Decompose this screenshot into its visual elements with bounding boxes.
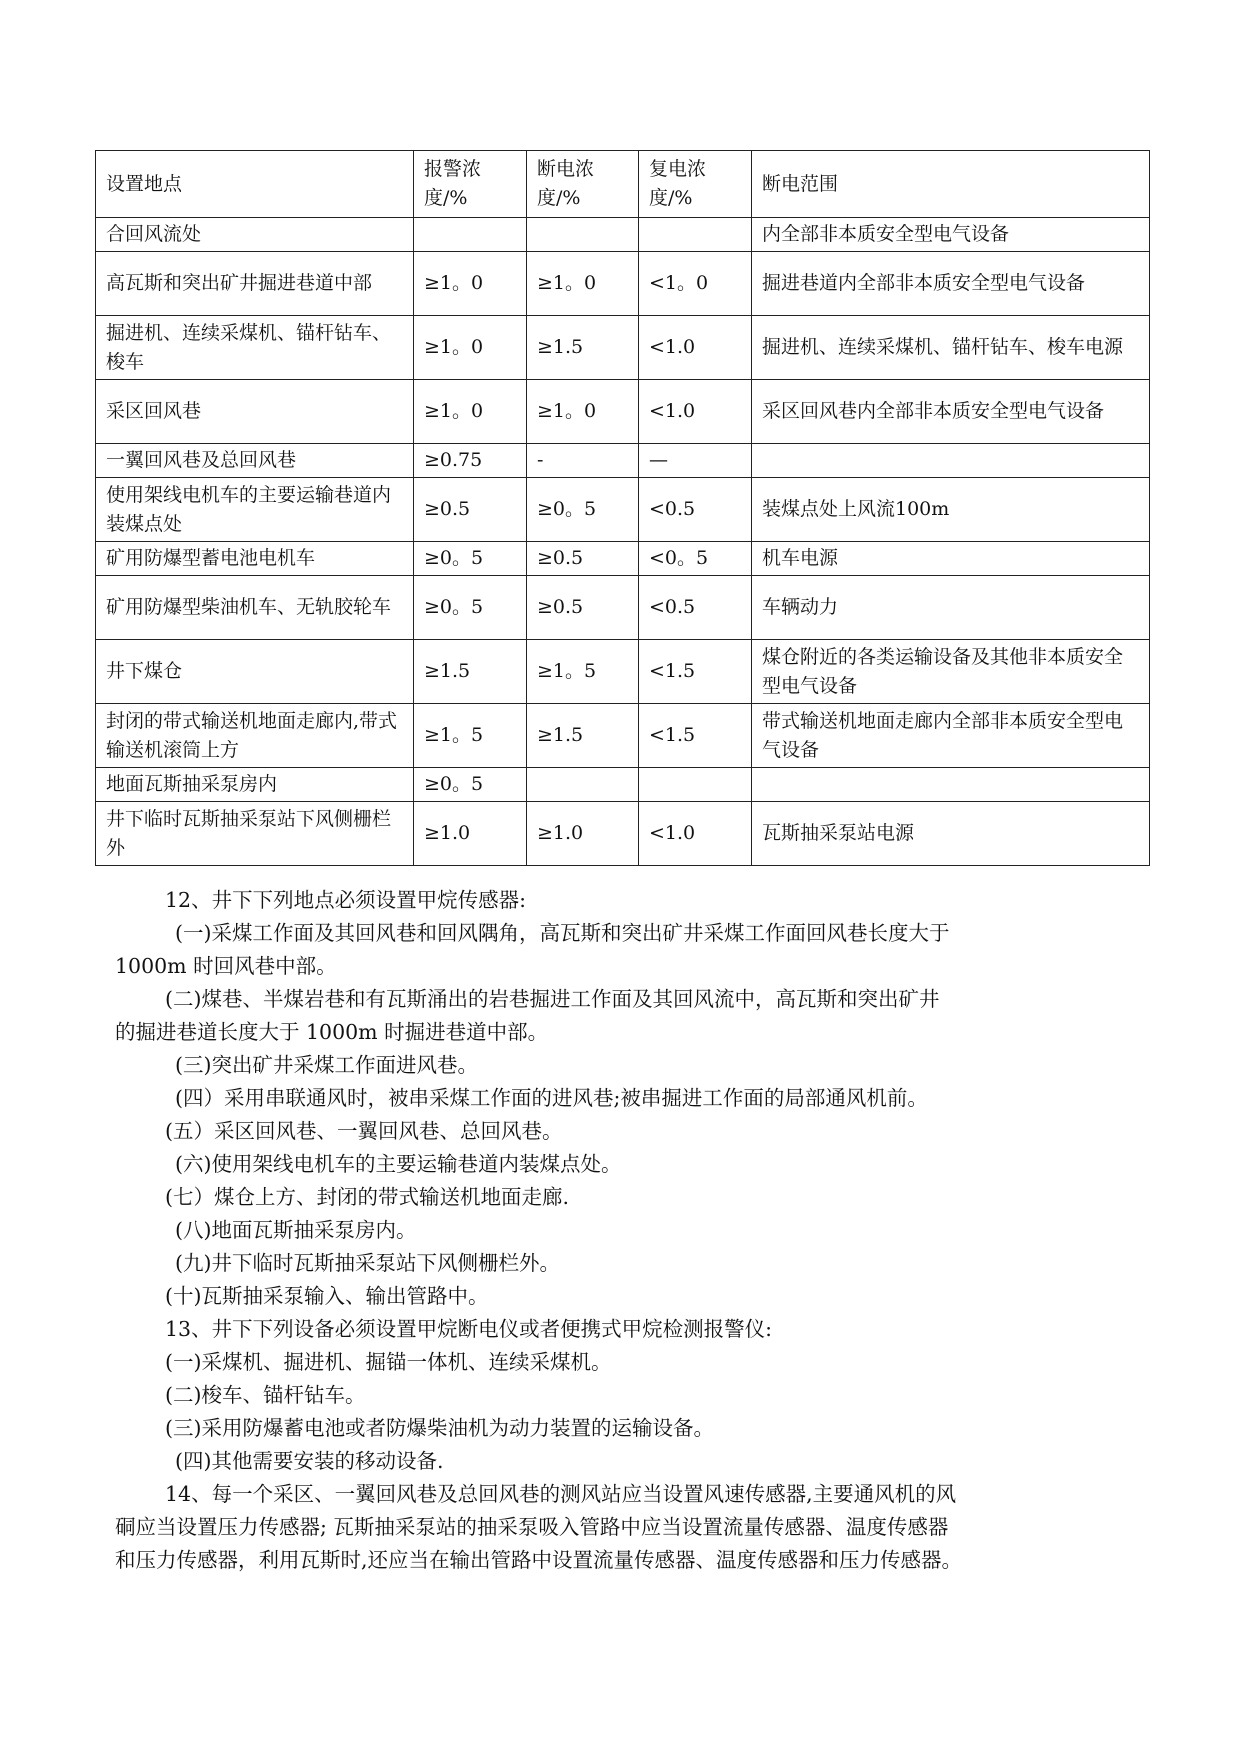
cell-cutoff: ≥1。0 bbox=[527, 380, 639, 444]
section-heading: 14、每一个采区、一翼回风巷及总回风巷的测风站应当设置风速传感器,主要通风机的风 bbox=[165, 1482, 957, 1506]
table-row bbox=[96, 576, 1150, 640]
cell-range bbox=[752, 444, 1150, 478]
table-row bbox=[96, 640, 1150, 704]
cell-alarm: ≥1.5 bbox=[414, 640, 527, 704]
table-row bbox=[96, 542, 1150, 576]
paragraph-continuation: 硐应当设置压力传感器; 瓦斯抽采泵站的抽采泵吸入管路中应当设置流量传感器、温度传感器 bbox=[115, 1515, 949, 1539]
table-row bbox=[96, 444, 1150, 478]
cell-cutoff bbox=[527, 768, 639, 802]
header-cell-cutoff: 断电浓度/% bbox=[527, 151, 639, 218]
cell-location: 地面瓦斯抽采泵房内 bbox=[96, 768, 414, 802]
cell-cutoff: ≥0.5 bbox=[527, 542, 639, 576]
list-item: (一)采煤工作面及其回风巷和回风隅角，高瓦斯和突出矿井采煤工作面回风巷长度大于 bbox=[175, 921, 950, 945]
list-item-continuation: 1000m 时回风巷中部。 bbox=[115, 954, 337, 978]
list-item: (七）煤仓上方、封闭的带式输送机地面走廊. bbox=[165, 1185, 570, 1209]
cell-restore: <1。0 bbox=[639, 252, 752, 316]
cell-alarm: ≥1。0 bbox=[414, 380, 527, 444]
paragraph-continuation: 和压力传感器，利用瓦斯时,还应当在输出管路中设置流量传感器、温度传感器和压力传感器。 bbox=[115, 1548, 963, 1572]
table-row bbox=[96, 768, 1150, 802]
list-item: (三)采用防爆蓄电池或者防爆柴油机为动力装置的运输设备。 bbox=[165, 1416, 714, 1440]
cell-range: 掘进巷道内全部非本质安全型电气设备 bbox=[752, 252, 1150, 316]
cell-cutoff: ≥1.5 bbox=[527, 704, 639, 768]
cell-cutoff: ≥1.0 bbox=[527, 802, 639, 866]
list-item: (十)瓦斯抽采泵输入、输出管路中。 bbox=[165, 1284, 489, 1308]
table-row bbox=[96, 316, 1150, 380]
cell-restore bbox=[639, 218, 752, 252]
cell-alarm: ≥1。5 bbox=[414, 704, 527, 768]
section-heading: 12、井下下列地点必须设置甲烷传感器: bbox=[165, 888, 526, 912]
cell-restore: <1.0 bbox=[639, 316, 752, 380]
list-item: (八)地面瓦斯抽采泵房内。 bbox=[175, 1218, 417, 1242]
list-item: (一)采煤机、掘进机、掘锚一体机、连续采煤机。 bbox=[165, 1350, 612, 1374]
cell-range: 煤仓附近的各类运输设备及其他非本质安全型电气设备 bbox=[752, 640, 1150, 704]
header-cell-restore: 复电浓度/% bbox=[639, 151, 752, 218]
methane-sensor-table bbox=[95, 150, 1150, 866]
table-row bbox=[96, 380, 1150, 444]
list-item: (二)煤巷、半煤岩巷和有瓦斯涌出的岩巷掘进工作面及其回风流中，高瓦斯和突出矿井 bbox=[165, 987, 940, 1011]
cell-location: 掘进机、连续采煤机、锚杆钻车、梭车 bbox=[96, 316, 414, 380]
cell-range: 带式输送机地面走廊内全部非本质安全型电气设备 bbox=[752, 704, 1150, 768]
cell-range: 车辆动力 bbox=[752, 576, 1150, 640]
body-text bbox=[115, 884, 1135, 1577]
cell-alarm: ≥0.75 bbox=[414, 444, 527, 478]
cell-restore: — bbox=[639, 444, 752, 478]
cell-range bbox=[752, 768, 1150, 802]
list-item: (二)梭车、锚杆钻车。 bbox=[165, 1383, 366, 1407]
cell-restore: <0。5 bbox=[639, 542, 752, 576]
cell-alarm: ≥1。0 bbox=[414, 252, 527, 316]
cell-location: 采区回风巷 bbox=[96, 380, 414, 444]
table-row bbox=[96, 252, 1150, 316]
cell-location: 高瓦斯和突出矿井掘进巷道中部 bbox=[96, 252, 414, 316]
header-cell-range: 断电范围 bbox=[752, 151, 1150, 218]
cell-cutoff: ≥0。5 bbox=[527, 478, 639, 542]
cell-cutoff bbox=[527, 218, 639, 252]
table-row bbox=[96, 704, 1150, 768]
cell-restore: <1.0 bbox=[639, 802, 752, 866]
cell-restore: <1.5 bbox=[639, 640, 752, 704]
table-row bbox=[96, 218, 1150, 252]
cell-location: 合回风流处 bbox=[96, 218, 414, 252]
table-row bbox=[96, 802, 1150, 866]
cell-alarm: ≥0.5 bbox=[414, 478, 527, 542]
cell-range: 掘进机、连续采煤机、锚杆钻车、梭车电源 bbox=[752, 316, 1150, 380]
cell-cutoff: ≥1。0 bbox=[527, 252, 639, 316]
list-item-continuation: 的掘进巷道长度大于 1000m 时掘进巷道中部。 bbox=[115, 1020, 549, 1044]
cell-range: 瓦斯抽采泵站电源 bbox=[752, 802, 1150, 866]
list-item: (四）采用串联通风时，被串采煤工作面的进风巷;被串掘进工作面的局部通风机前。 bbox=[175, 1086, 928, 1110]
cell-range: 采区回风巷内全部非本质安全型电气设备 bbox=[752, 380, 1150, 444]
header-cell-alarm: 报警浓度/% bbox=[414, 151, 527, 218]
cell-alarm: ≥1.0 bbox=[414, 802, 527, 866]
cell-cutoff: ≥0.5 bbox=[527, 576, 639, 640]
cell-alarm: ≥0。5 bbox=[414, 768, 527, 802]
cell-location: 使用架线电机车的主要运输巷道内装煤点处 bbox=[96, 478, 414, 542]
cell-location: 井下煤仓 bbox=[96, 640, 414, 704]
section-heading: 13、井下下列设备必须设置甲烷断电仪或者便携式甲烷检测报警仪: bbox=[165, 1317, 772, 1341]
cell-alarm bbox=[414, 218, 527, 252]
table-header-row bbox=[96, 151, 1150, 218]
list-item: (三)突出矿井采煤工作面进风巷。 bbox=[175, 1053, 478, 1077]
cell-range: 机车电源 bbox=[752, 542, 1150, 576]
cell-restore: <1.5 bbox=[639, 704, 752, 768]
cell-location: 矿用防爆型柴油机车、无轨胶轮车 bbox=[96, 576, 414, 640]
cell-restore: <0.5 bbox=[639, 478, 752, 542]
cell-location: 矿用防爆型蓄电池电机车 bbox=[96, 542, 414, 576]
list-item: (四)其他需要安装的移动设备. bbox=[175, 1449, 444, 1473]
cell-location: 一翼回风巷及总回风巷 bbox=[96, 444, 414, 478]
list-item: (五）采区回风巷、一翼回风巷、总回风巷。 bbox=[165, 1119, 563, 1143]
cell-range: 装煤点处上风流100m bbox=[752, 478, 1150, 542]
cell-location: 井下临时瓦斯抽采泵站下风侧栅栏外 bbox=[96, 802, 414, 866]
list-item: (九)井下临时瓦斯抽采泵站下风侧栅栏外。 bbox=[175, 1251, 560, 1275]
cell-restore bbox=[639, 768, 752, 802]
cell-alarm: ≥1。0 bbox=[414, 316, 527, 380]
cell-range: 内全部非本质安全型电气设备 bbox=[752, 218, 1150, 252]
cell-alarm: ≥0。5 bbox=[414, 576, 527, 640]
list-item: (六)使用架线电机车的主要运输巷道内装煤点处。 bbox=[175, 1152, 622, 1176]
cell-restore: <1.0 bbox=[639, 380, 752, 444]
cell-alarm: ≥0。5 bbox=[414, 542, 527, 576]
table-row bbox=[96, 478, 1150, 542]
cell-cutoff: ≥1。5 bbox=[527, 640, 639, 704]
cell-restore: <0.5 bbox=[639, 576, 752, 640]
cell-cutoff: ≥1.5 bbox=[527, 316, 639, 380]
header-cell-location: 设置地点 bbox=[96, 151, 414, 218]
cell-location: 封闭的带式输送机地面走廊内,带式输送机滚筒上方 bbox=[96, 704, 414, 768]
cell-cutoff: - bbox=[527, 444, 639, 478]
